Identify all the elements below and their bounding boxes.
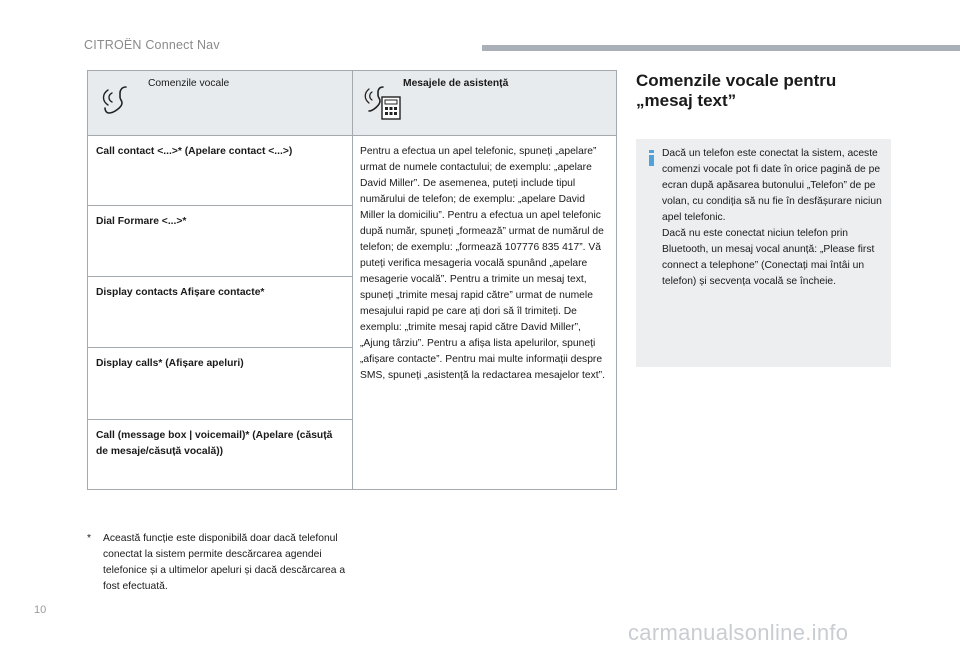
command-cell: Display contacts Afișare contacte* [88, 277, 353, 348]
section-title: Comenzile vocale pentru „mesaj text” [636, 71, 837, 110]
command-cell: Display calls* (Afișare apeluri) [88, 348, 353, 420]
table-header-row [88, 71, 617, 136]
voice-help-icon [363, 81, 403, 121]
footnote-text: Această funcție este disponibilă doar dacă telefonul conectat la sistem permite descărcarea agendei telefonice și a ultimelor apeluri și dacă descărcarea a fost efectuată. [103, 533, 346, 592]
document-header-title: CITROËN Connect Nav [84, 38, 220, 52]
voice-command-icon [98, 81, 138, 121]
command-cell: Call (message box | voicemail)* (Apelare (căsuță de mesaje/căsuță vocală)) [88, 420, 353, 490]
footnote [87, 531, 347, 595]
info-box [636, 139, 891, 367]
header-label-help: Mesajele de asistență [403, 78, 509, 89]
header-bar [482, 45, 960, 51]
page-number: 10 [34, 604, 47, 616]
voice-commands-table [87, 70, 617, 490]
watermark: carmanualsonline.info [628, 620, 849, 645]
help-description-cell: Pentru a efectua un apel telefonic, spuneți „apelare” urmat de numele contactului; de exemplu: „apelare David Miller”. De asemenea, puteți include tipul numărului de telefon; de exemplu: „apelare David Miller la domiciliu”. Pentru a efectua un apel telefonic după număr, spuneți „formează” urmat de numărul de telefon; de exemplu: „formează 107776 835 417”. Vă puteți verifica mesageria vocală spunând „apelare mesagerie vocală”. Pentru a trimite un mesaj text, spuneți „trimite mesaj rapid către” urmat de numele mesajului rapid pe care ați dori să îl trimiteți. De exemplu: „trimite mesaj rapid către David Miller”, „Ajung târziu”. Pentru a afișa lista apelurilor, spuneți „afișare contacte”. Pentru mai multe informații despre SMS, spuneți „asistență la redactarea mesajelor text”. [353, 136, 617, 490]
table-row [88, 136, 617, 206]
header-label-commands: Comenzile vocale [148, 78, 230, 89]
footnote-marker: * [87, 533, 92, 544]
info-paragraph-connected: Dacă un telefon este conectat la sistem, aceste comenzi vocale pot fi date în orice pagină de pe ecran după apăsarea butonului „Telefon” de pe volan, cu condiția să nu fie în desfășurare niciun apel telefonic. [662, 148, 882, 223]
header-cell-commands [88, 71, 353, 136]
info-icon [646, 150, 658, 166]
header-cell-help [353, 71, 617, 136]
command-cell: Dial Formare <...>* [88, 206, 353, 277]
command-cell: Call contact <...>* (Apelare contact <...>) [88, 136, 353, 206]
info-paragraph-not-connected: Dacă nu este conectat niciun telefon prin Bluetooth, un mesaj vocal anunță: „Please first connect a telephone” (Conectați mai întâi un telefon) și secvența vocală se încheie. [662, 228, 875, 287]
